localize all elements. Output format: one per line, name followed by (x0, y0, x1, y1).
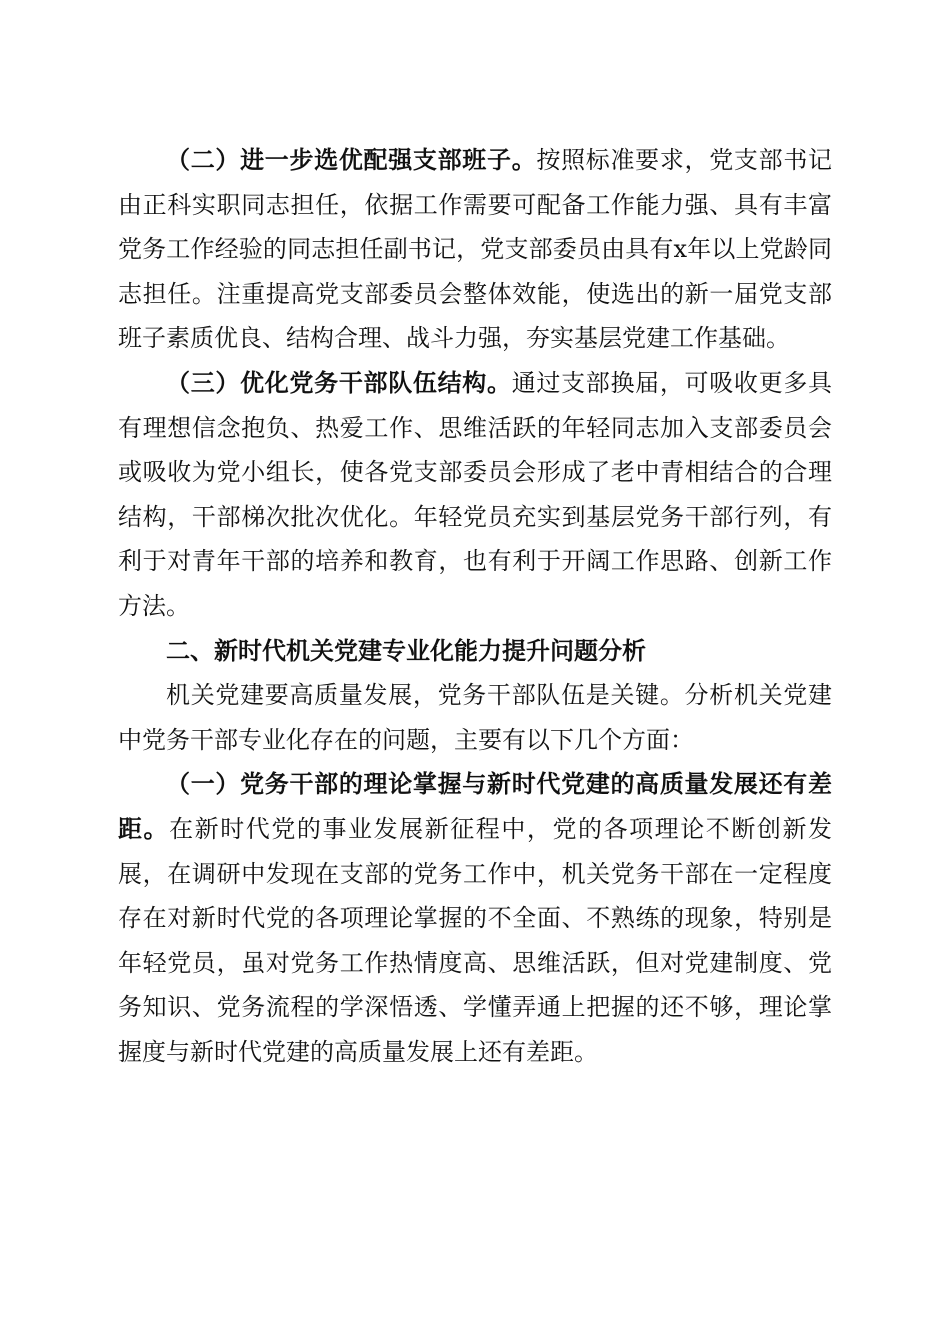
paragraph-lead: （三）优化党务干部队伍结构。 (166, 367, 512, 397)
paragraph-body: 在新时代党的事业发展新征程中，党的各项理论不断创新发展，在调研中发现在支部的党务工作中，机关党务干部在一定程度存在对新时代党的各项理论掌握的不全面、不熟练的现象，特别是年轻党员，虽对党务工作热情度高、思维活跃，但对党建制度、党务知识、党务流程的学深悟透、学懂弄通上把握的还不够，理论掌握度与新时代党建的高质量发展上还有差距。 (118, 814, 833, 1066)
document-page (118, 138, 832, 1074)
intro-paragraph: 机关党建要高质量发展，党务干部队伍是关键。分析机关党建中党务干部专业化存在的问题，主要有以下几个方面： (118, 681, 832, 754)
paragraph-theory-gap (118, 762, 832, 1074)
paragraph-lead: （二）进一步选优配强支部班子。 (166, 145, 537, 174)
paragraph-body: 通过支部换届，可吸收更多具有理想信念抱负、热爱工作、思维活跃的年轻同志加入支部委员会或吸收为党小组长，使各党支部委员会形成了老中青相结合的合理结构，干部梯次批次优化。年轻党员充实到基层党务干部行列，有利于对青年干部的培养和教育，也有利于开阔工作思路、创新工作方法。 (118, 368, 833, 620)
paragraph-branch-team (118, 138, 832, 361)
paragraph-cadre-structure (118, 361, 832, 629)
paragraph-lead: （一）党务干部的理论掌握与新时代党建的高质量发展还有差距。 (118, 769, 832, 843)
section-heading: 二、新时代机关党建专业化能力提升问题分析 (166, 636, 646, 665)
paragraph-body: 按照标准要求，党支部书记由正科实职同志担任，依据工作需要可配备工作能力强、具有丰富党务工作经验的同志担任副书记，党支部委员由具有x年以上党龄同志担任。注重提高党支部委员会整体效能，使选出的新一届党支部班子素质优良、结构合理、战斗力强，夯实基层党建工作基础。 (118, 146, 833, 353)
